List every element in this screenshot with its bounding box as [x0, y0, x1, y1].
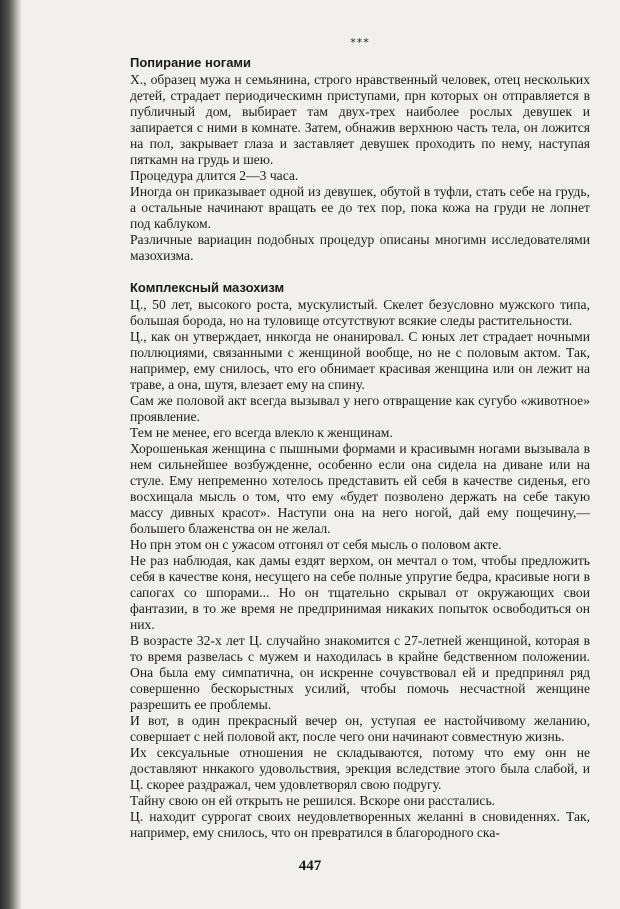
page-number: 447 — [298, 858, 322, 874]
paragraph: Х., образец мужа н семьянина, строго нравственный человек, отец нескольких детей, страдает периодическимн приступами, прн которых он отправляется в публичный дом, выбирает там двух-трех наиболее рослых девушек и запирается с ними в комнате. Затем, обнажив верхнюю часть тела, он ложится на пол, закрывает глаза и заставляет девушек проходить по нему, наступая пяткамн на грудь и шею. — [130, 72, 590, 167]
paragraph: Ц. находит суррогат своих неудовлетворенных желанні в сновиденнях. Так, например, ему снилось, что он превратился в благородного ска- — [130, 809, 590, 840]
section-ornament: *** — [350, 36, 370, 49]
paragraph: Различные вариацин подобных процедур описаны многимн исследователями мазохизма. — [130, 232, 590, 263]
paragraph: Их сексуальные отношения не складываются, потому что ему онн не доставляют ннкакого удовольствия, эрекция вследствие этого была слабой, и Ц. скорее раздражал, чем удовлетворял свою подругу. — [130, 745, 590, 792]
section-heading: Попирание ногами — [130, 55, 252, 70]
paragraph: И вот, в один прекрасный вечер он, уступая ее настойчивому желанию, совершает с ней половой акт, после чего они начинают совместную жизнь. — [130, 713, 590, 744]
book-spine-shadow — [0, 0, 22, 909]
paragraph: Хорошенькая женщина с пышными формами и красивымн ногами вызывала в нем сильнейшее возбужденне, особенно если она сидела на диване или на стуле. Ему непременно хотелось представить ей себя в качестве сиденья, его восхищала мысль о том, что ему «будет позволено держать на себе такую массу дивных красот». Наступи она на него ногой, дай ему пощечину,— большего блаженства он не желал. — [130, 441, 590, 536]
paragraph: Тем не менее, его всегда влекло к женщинам. — [130, 425, 393, 440]
paragraph: Иногда он приказывает одной из девушек, обутой в туфли, стать себе на грудь, а остальные начинают вращать ее до тех пор, пока кожа на груди не лопнет под каблуком. — [130, 184, 590, 231]
paragraph: Не раз наблюдая, как дамы ездят верхом, он мечтал о том, чтобы предложить себя в качестве коня, несущего на себе полные упругие бедра, красивые ноги в сапогах со шпорами... Но он тщательно скрывал от окружающих свои фантазии, в то же время не предпринимая никаких попыток освободиться он них. — [130, 553, 590, 632]
paragraph: Но прн этом он с ужасом отгонял от себя мысль о половом акте. — [130, 537, 502, 552]
paragraph: Ц., как он утверждает, ннкогда не онанировал. С юных лет страдает ночными поллюциями, связанными с женщиной вообще, но не с половым актом. Так, например, ему снилось, что его обнимает красивая женщина или он лежит на траве, а она, шутя, влезает ему на спину. — [130, 329, 590, 392]
paragraph: В возрасте 32-х лет Ц. случайно знакомится с 27-летней женщиной, которая в то время развелась с мужем и находилась в крайне бедственном положении. Она была ему симпатична, он искренне сочувствовал ей и предпринял ряд совершенно бескорыстных усилий, чтобы помочь несчастной женщине разрешить ее проблемы. — [130, 633, 590, 712]
document-page — [130, 36, 590, 841]
paragraph: Ц., 50 лет, высокого роста, мускулистый. Скелет безусловно мужского типа, большая борода, но на туловище отсутствуют всякие следы растительности. — [130, 297, 590, 328]
paragraph: Сам же половой акт всегда вызывал у него отвращение как сугубо «животное» проявление. — [130, 393, 590, 424]
section-heading: Комплексный мазохизм — [130, 280, 285, 295]
paragraph: Процедура длится 2—3 часа. — [130, 168, 299, 183]
paragraph: Тайну свою он ей открыть не решился. Вскоре они расстались. — [130, 793, 496, 808]
